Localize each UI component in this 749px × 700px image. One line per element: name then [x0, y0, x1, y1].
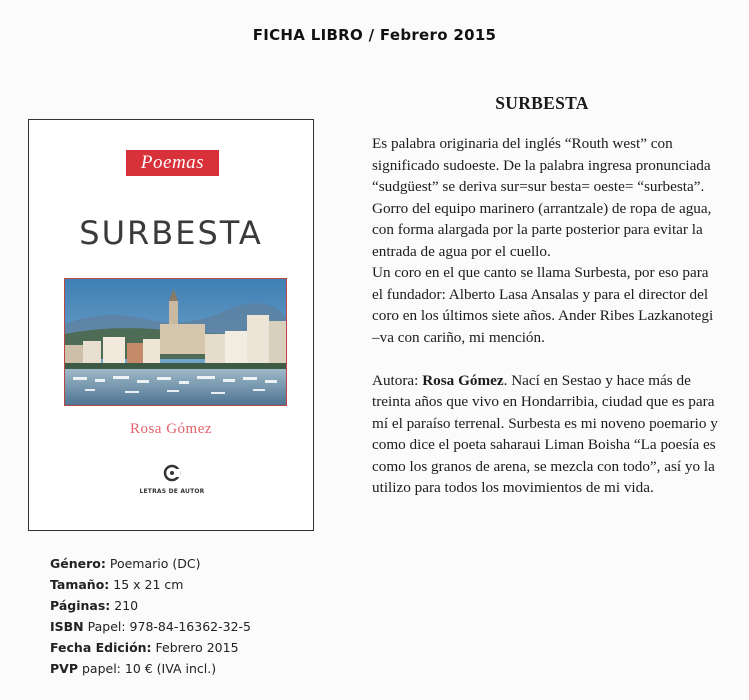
spec-size: Tamaño: 15 x 21 cm [50, 577, 184, 592]
book-description [372, 133, 722, 499]
cover-title: SURBESTA [79, 214, 263, 252]
book-specs [50, 553, 330, 679]
town-harbor-image [65, 279, 286, 405]
spec-price: PVP papel: 10 € (IVA incl.) [50, 661, 217, 676]
author-name: Rosa Gómez [422, 371, 504, 389]
description-paragraph-1: Es palabra originaria del inglés “Routh west” con significado sudoeste. De la palabra ingresa pronunciada “sudgüest” se deriva sur=sur besta= oeste= “surbesta”. [372, 135, 711, 195]
author-bio: . Nací en Sestao y hace más de treinta años que vivo en Hondarribia, ciudad que es para mí el paraíso terrenal. Surbesta es mi noveno poemario y como dice el poeta saharaui Liman Boisha “La poesía es como los granos de arena, se mezcla con todo”, así yo la utilizo para todos los movimientos de mi vida. [372, 371, 718, 496]
description-paragraph-2: Gorro del equipo marinero (arrantzale) de ropa de agua, con forma alargada por la parte posterior para evitar la entrada de agua por el cuello. [372, 199, 712, 260]
description-paragraph-3: Un coro en el que canto se llama Surbesta, por eso para el fundador: Alberto Lasa Ansalas y para el director del coro en los últimos siete años. Ander Ribes Lazkanotegi –va con cariño, mi mención. [372, 264, 714, 346]
spec-isbn: ISBN Papel: 978-84-16362-32-5 [50, 619, 251, 634]
author-label: Autora: [372, 371, 419, 389]
spec-edition-date: Fecha Edición: Febrero 2015 [50, 640, 239, 655]
cover-author: Rosa Gómez [129, 421, 213, 437]
book-title: SURBESTA [495, 93, 589, 113]
publisher-icon [163, 464, 181, 482]
page-header: FICHA LIBRO / Febrero 2015 [252, 26, 497, 44]
cover-badge: Poemas [126, 150, 219, 176]
spec-pages: Páginas: 210 [50, 598, 139, 613]
spec-genre: Género: Poemario (DC) [50, 556, 201, 571]
author-paragraph [372, 370, 722, 499]
cover-photo [64, 278, 287, 406]
publisher-logo [139, 464, 205, 494]
publisher-name: LETRAS DE AUTOR [139, 488, 205, 495]
book-cover [28, 119, 314, 531]
